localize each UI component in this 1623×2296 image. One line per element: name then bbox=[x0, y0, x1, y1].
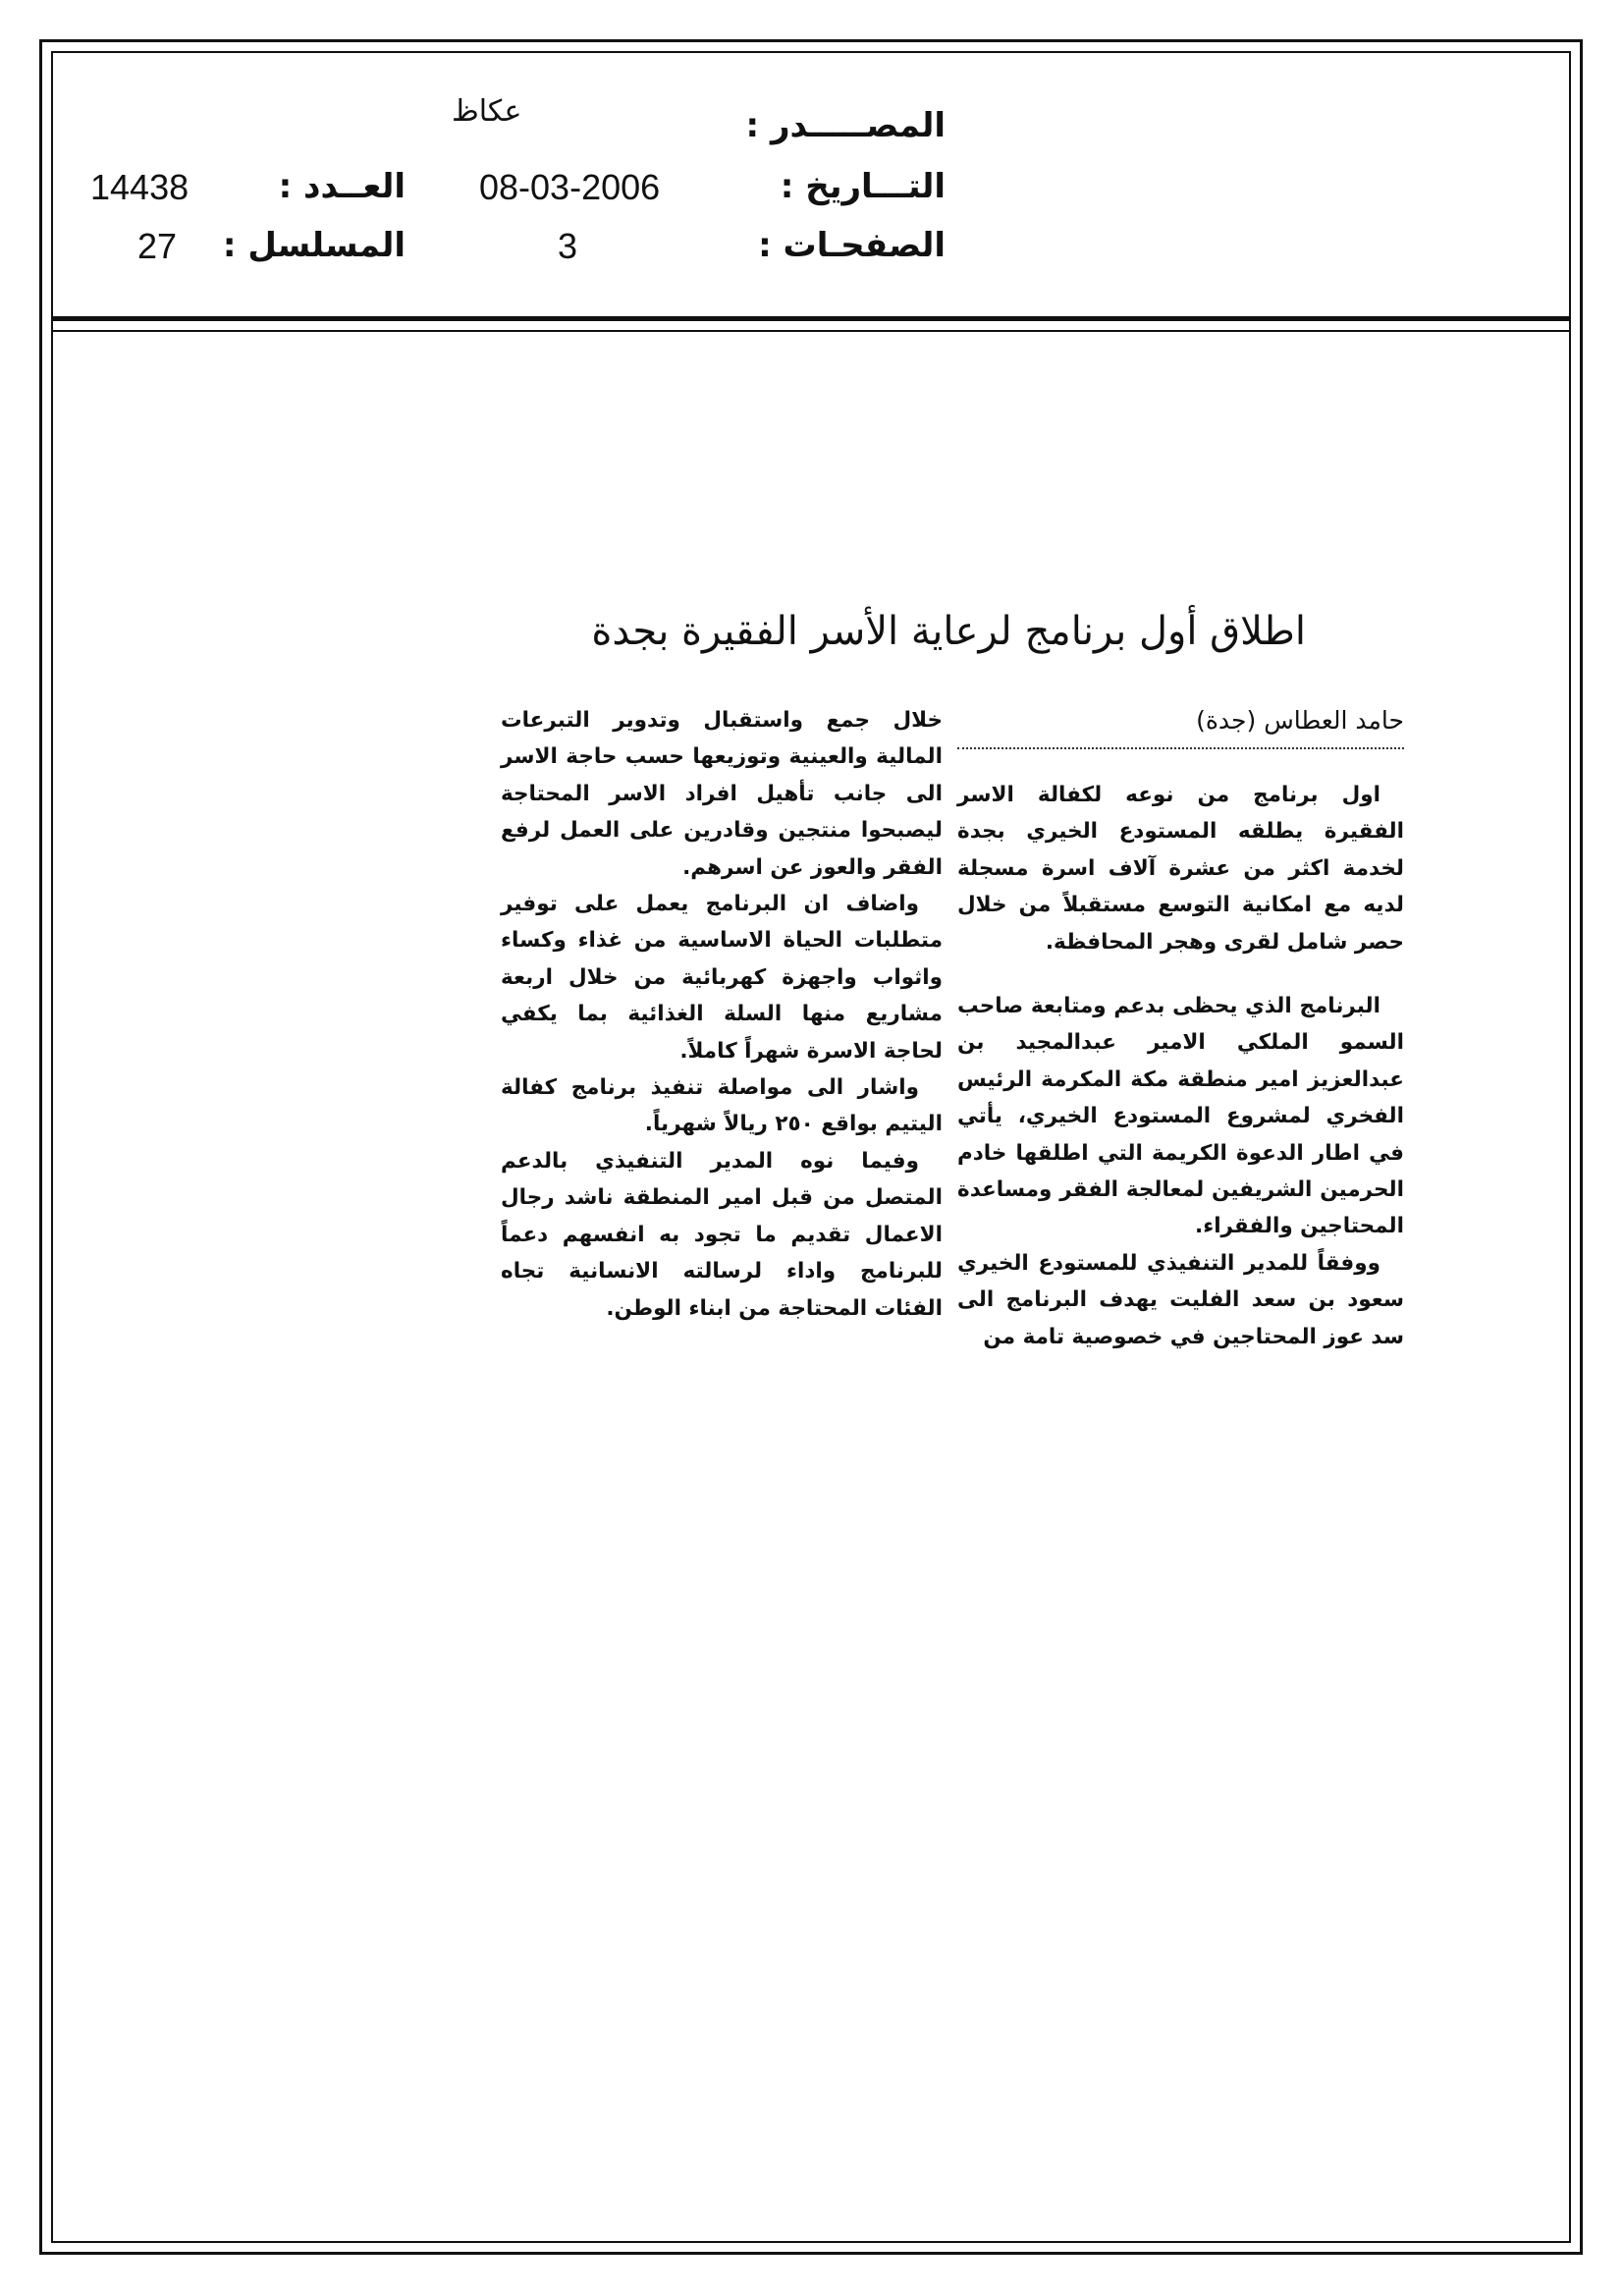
source-label: المصـــــدر : bbox=[745, 106, 946, 145]
article-headline: اطلاق أول برنامج لرعاية الأسر الفقيرة بجدة bbox=[591, 609, 1306, 654]
byline-separator bbox=[957, 747, 1404, 749]
article-paragraph: خلال جمع واستقبال وتدوير التبرعات المالية والعينية وتوزيعها حسب حاجة الاسر الى جانب تأهيل افراد الاسر المحتاجة ليصبحوا منتجين وقادرين على العمل لرفع الفقر والعوز عن اسرهم. bbox=[501, 708, 943, 880]
issue-value: 14438 bbox=[90, 167, 189, 207]
header-divider-thin bbox=[51, 330, 1571, 332]
pages-value: 3 bbox=[558, 226, 578, 266]
pages-label: الصفحـات : bbox=[758, 226, 946, 265]
date-value: 08-03-2006 bbox=[479, 167, 661, 207]
header-divider bbox=[51, 316, 1571, 321]
article-paragraph: وفيما نوه المدير التنفيذي بالدعم المتصل من قبل امير المنطقة ناشد رجال الاعمال تقديم ما تجود به انفسهم دعماً للبرنامج واداء لرسالته الانسانية تجاه الفئات المحتاجة من ابناء الوطن. bbox=[501, 1148, 943, 1321]
article-paragraph: واضاف ان البرنامج يعمل على توفير متطلبات الحياة الاساسية من غذاء وكساء واثواب واجهزة كهربائية من خلال اربعة مشاريع منها السلة الغذائية بما يكفي لحاجة الاسرة شهراً كاملاً. bbox=[501, 892, 943, 1064]
article-paragraph: اول برنامج من نوعه لكفالة الاسر الفقيرة يطلقه المستودع الخيري بجدة لخدمة اكثر من عشرة آلاف اسرة مسجلة لديه مع امكانية التوسع مستقبلاً من خلال حصر شامل لقرى وهجر المحافظة. bbox=[957, 783, 1404, 955]
article-paragraph: البرنامج الذي يحظى بدعم ومتابعة صاحب السمو الملكي الامير عبدالمجيد بن عبدالعزيز امير منطقة مكة المكرمة الرئيس الفخري لمشروع المستودع الخيري، يأتي في اطار الدعوة الكريمة التي اطلقها خادم الحرمين الشريفين لمعالجة الفقر ومساعدة المحتاجين والفقراء. bbox=[957, 994, 1404, 1239]
date-label: التـــاريخ : bbox=[780, 167, 946, 206]
issue-label: العــدد : bbox=[278, 167, 406, 206]
serial-label: المسلسل : bbox=[222, 226, 406, 265]
serial-value: 27 bbox=[137, 226, 178, 266]
article-byline: حامد العطاس (جدة) bbox=[1196, 706, 1404, 735]
article-paragraph: واشار الى مواصلة تنفيذ برنامج كفالة اليتيم بواقع ٢٥٠ ريالاً شهرياً. bbox=[501, 1075, 943, 1137]
source-value: عكاظ bbox=[452, 94, 522, 129]
article-paragraph: ووفقاً للمدير التنفيذي للمستودع الخيري سعود بن سعد الفليت يهدف البرنامج الى سد عوز المحتاجين في خصوصية تامة من bbox=[957, 1250, 1404, 1349]
article-column-right bbox=[957, 702, 1404, 1355]
article-column-left bbox=[501, 702, 943, 1327]
